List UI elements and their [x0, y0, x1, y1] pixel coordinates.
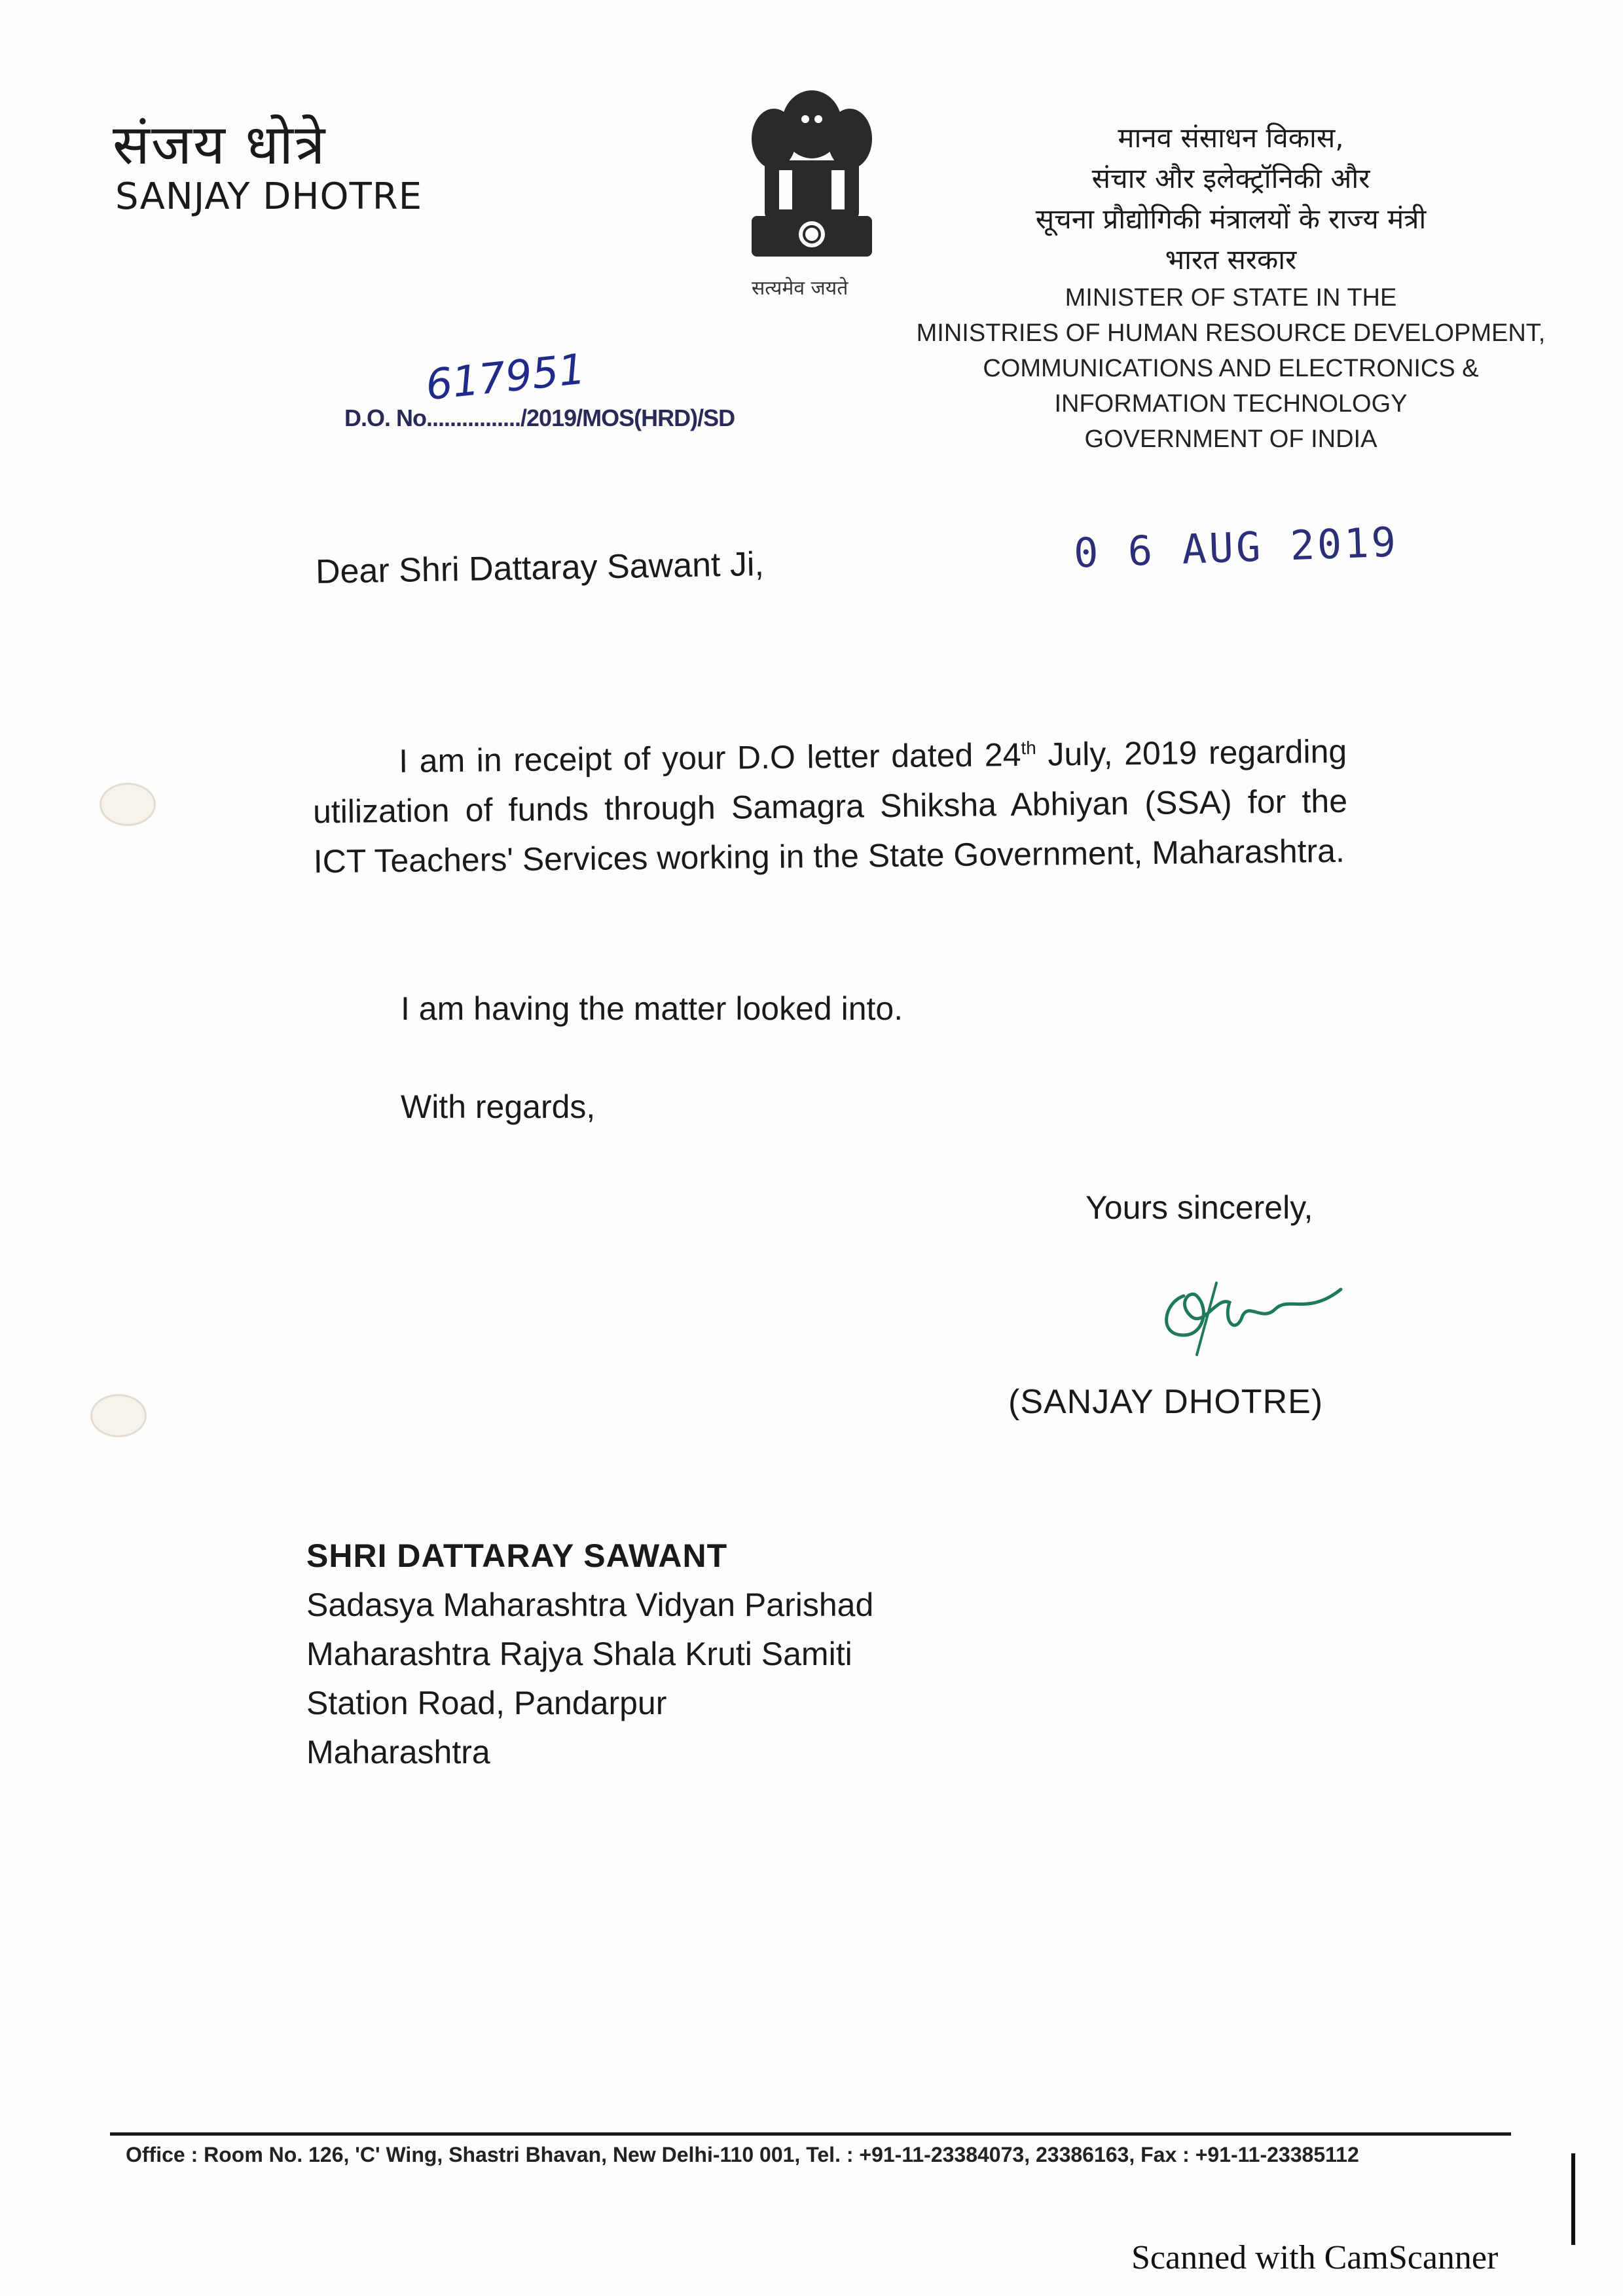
- sender-name-hindi: संजय धोत्रे: [113, 113, 327, 177]
- addressee-block: [306, 1532, 873, 1777]
- title-english-line: COMMUNICATIONS AND ELECTRONICS &: [983, 355, 1479, 382]
- punch-hole-mark: [100, 783, 156, 826]
- minister-title-block: [903, 118, 1558, 457]
- scanner-watermark: Scanned with CamScanner: [1131, 2239, 1499, 2276]
- national-emblem-icon: [733, 79, 890, 295]
- salutation: Dear Shri Dattaray Sawant Ji,: [315, 545, 765, 591]
- closing: Yours sincerely,: [1085, 1189, 1313, 1226]
- regards-line: With regards,: [401, 1088, 596, 1125]
- handwritten-reference-number: 617951: [423, 345, 588, 410]
- title-english-line: INFORMATION TECHNOLOGY: [1054, 390, 1408, 418]
- sender-name-english: SANJAY DHOTRE: [115, 175, 423, 218]
- title-hindi-line: संचार और इलेक्ट्रॉनिकी और: [1091, 162, 1370, 194]
- addressee-line: Maharashtra: [306, 1734, 490, 1770]
- emblem-motto: सत्यमेव जयते: [752, 277, 848, 300]
- title-hindi-line: मानव संसाधन विकास,: [1118, 122, 1344, 154]
- body-line: I am having the matter looked into.: [401, 990, 903, 1027]
- addressee-line: Station Road, Pandarpur: [306, 1685, 667, 1721]
- title-english-line: MINISTER OF STATE IN THE: [1065, 284, 1397, 312]
- date-superscript: th: [1021, 738, 1036, 759]
- do-number: D.O. No................/2019/MOS(HRD)/SD: [344, 404, 735, 431]
- addressee-name: SHRI DATTARAY SAWANT: [306, 1537, 728, 1574]
- scan-edge-mark: [1571, 2153, 1575, 2245]
- title-hindi-line: भारत सरकार: [1165, 243, 1297, 276]
- footer-divider: [110, 2132, 1511, 2136]
- signature-icon: [1144, 1257, 1354, 1374]
- addressee-line: Sadasya Maharashtra Vidyan Parishad: [306, 1587, 874, 1623]
- title-english-line: MINISTRIES OF HUMAN RESOURCE DEVELOPMENT,: [916, 319, 1546, 347]
- title-english-line: GOVERNMENT OF INDIA: [1084, 425, 1377, 453]
- addressee-line: Maharashtra Rajya Shala Kruti Samiti: [306, 1636, 852, 1672]
- punch-hole-mark: [90, 1394, 147, 1437]
- office-address-footer: Office : Room No. 126, 'C' Wing, Shastri Bhavan, New Delhi-110 001, Tel. : +91-11-23384073, 23386163, Fax : +91-11-23385112: [126, 2143, 1359, 2166]
- paragraph-text-end: July, 2019 regarding utilization of funds through Samagra Shiksha Abhiyan (SSA) for the ICT Teachers' Services working in the State Government, Maharashtra.: [312, 732, 1348, 880]
- date-stamp: 0 6 AUG 2019: [1072, 518, 1400, 577]
- title-hindi-line: सूचना प्रौद्योगिकी मंत्रालयों के राज्य मंत्री: [1035, 203, 1427, 235]
- body-paragraph: [312, 726, 1348, 887]
- paragraph-text-start: I am in receipt of your D.O letter dated 24: [398, 736, 1021, 780]
- signatory-name: (SANJAY DHOTRE): [1008, 1383, 1324, 1421]
